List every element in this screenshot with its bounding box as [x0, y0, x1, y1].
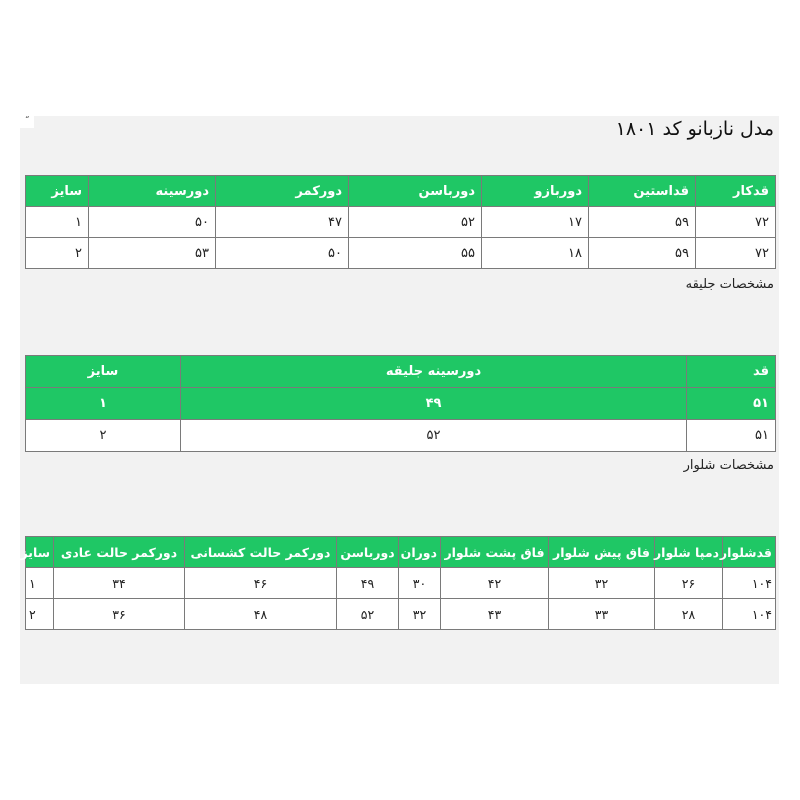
table-cell: ۲	[26, 238, 89, 269]
table-cell: ۳۲	[549, 568, 655, 599]
header-cell: سایز	[26, 356, 181, 388]
table-row	[26, 207, 776, 238]
table-header-row	[26, 176, 776, 207]
table-cell: ۴۸	[185, 599, 337, 630]
header-cell: دمپا شلوار	[655, 537, 723, 568]
header-cell: دورکمر حالت کشسانی	[185, 537, 337, 568]
pants-section-heading: مشخصات شلوار	[683, 458, 774, 473]
header-cell: قدکار	[696, 176, 776, 207]
table-cell: ۴۹	[337, 568, 399, 599]
header-cell: سایز	[26, 176, 89, 207]
header-cell: دورباسن	[349, 176, 482, 207]
top-size-table	[25, 175, 776, 269]
table-cell: ۱	[26, 568, 54, 599]
table-cell: ۲۸	[655, 599, 723, 630]
table-row	[26, 568, 776, 599]
vest-section-heading: مشخصات جلیقه	[685, 277, 774, 292]
table-cell: ۱۰۴	[723, 568, 776, 599]
table-cell: ۳۲	[399, 599, 441, 630]
table-cell: ۵۱	[687, 388, 776, 420]
table-cell: ۳۳	[549, 599, 655, 630]
table-cell: ۳۴	[54, 568, 185, 599]
header-cell: دوران	[399, 537, 441, 568]
table-cell: ۱۷	[482, 207, 589, 238]
header-cell: قداستین	[589, 176, 696, 207]
table-cell: ۴۹	[181, 388, 687, 420]
table-cell: ۵۲	[181, 420, 687, 452]
table-row	[26, 388, 776, 420]
table-cell: ۴۳	[441, 599, 549, 630]
header-cell: فاق پیش شلوار	[549, 537, 655, 568]
table-cell: ۵۹	[589, 207, 696, 238]
table-cell: ۲	[26, 599, 54, 630]
table-cell: ۲	[26, 420, 181, 452]
table-cell: ۵۵	[349, 238, 482, 269]
table-row	[26, 599, 776, 630]
header-cell: دورباسن	[337, 537, 399, 568]
table-cell: ۳۶	[54, 599, 185, 630]
table-cell: ۵۹	[589, 238, 696, 269]
table-cell: ۲۶	[655, 568, 723, 599]
header-cell: قد	[687, 356, 776, 388]
table-row	[26, 238, 776, 269]
table-cell: ۵۰	[89, 207, 216, 238]
page-title: مدل نازبانو کد ۱۸۰۱	[615, 118, 774, 140]
table-cell: ۱	[26, 388, 181, 420]
header-cell: قدشلوار	[723, 537, 776, 568]
header-cell: سایز	[26, 537, 54, 568]
table-cell: ۵۲	[337, 599, 399, 630]
table-cell: ۵۲	[349, 207, 482, 238]
header-cell: دورکمر	[216, 176, 349, 207]
header-cell: دورکمر حالت عادی	[54, 537, 185, 568]
header-cell: فاق پشت شلوار	[441, 537, 549, 568]
table-cell: ۵۳	[89, 238, 216, 269]
table-cell: ۷۲	[696, 207, 776, 238]
table-cell: ۴۷	[216, 207, 349, 238]
header-cell: دوربازو	[482, 176, 589, 207]
table-cell: ۱۰۴	[723, 599, 776, 630]
table-cell: ۴۲	[441, 568, 549, 599]
header-cell: دورسینه	[89, 176, 216, 207]
table-header-row	[26, 537, 776, 568]
table-cell: ۴۶	[185, 568, 337, 599]
table-cell: ۷۲	[696, 238, 776, 269]
vest-size-table	[25, 355, 776, 452]
table-cell: ۵۱	[687, 420, 776, 452]
table-cell: ۵۰	[216, 238, 349, 269]
table-cell: ۱	[26, 207, 89, 238]
table-cell: ۳۰	[399, 568, 441, 599]
table-header-row	[26, 356, 776, 388]
header-cell: دورسینه جلیقه	[181, 356, 687, 388]
pants-size-table	[20, 536, 776, 630]
table-row	[26, 420, 776, 452]
corner-mark: ˝	[20, 116, 34, 128]
table-cell: ۱۸	[482, 238, 589, 269]
